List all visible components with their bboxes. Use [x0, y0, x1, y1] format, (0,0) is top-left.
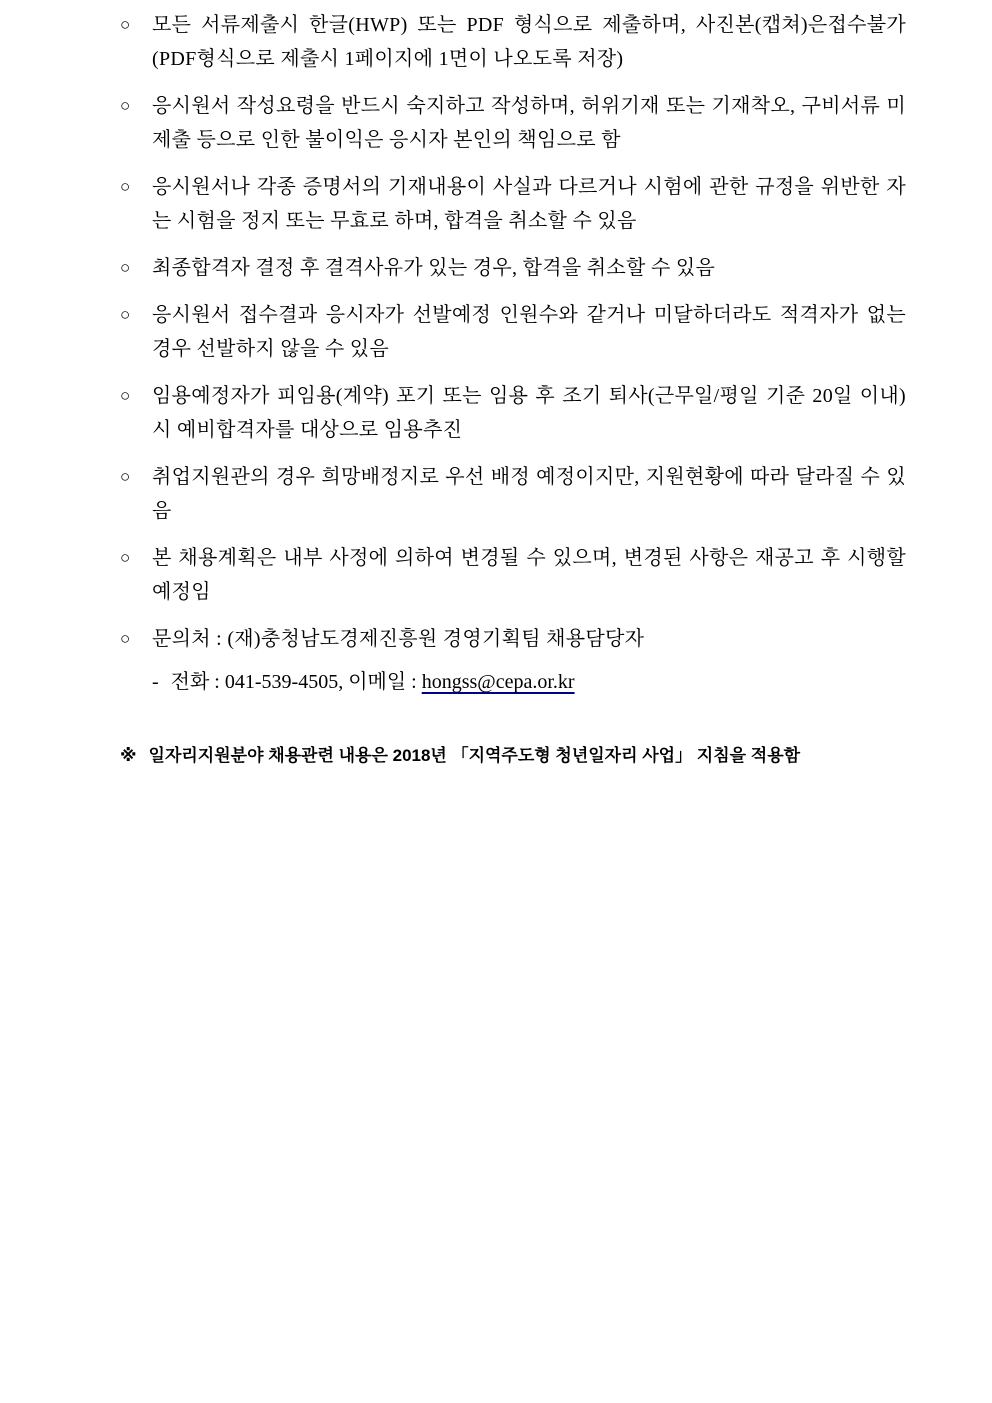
- list-item: [120, 460, 906, 528]
- bullet-text: 임용예정자가 피임용(계약) 포기 또는 임용 후 조기 퇴사(근무일/평일 기준 20일 이내)시 예비합격자를 대상으로 임용추진: [152, 385, 906, 441]
- list-item-contact: [120, 622, 906, 656]
- list-item: [120, 170, 906, 238]
- circle-bullet-marker: ○: [120, 305, 131, 324]
- dash-marker: -: [152, 671, 159, 693]
- circle-bullet-marker: ○: [120, 467, 131, 486]
- circle-bullet-marker: ○: [120, 96, 131, 115]
- circle-bullet-marker: ○: [120, 15, 131, 34]
- bullet-text-contact: 문의처 : (재)충청남도경제진흥원 경영기획팀 채용담당자: [152, 628, 645, 650]
- circle-bullet-marker: ○: [120, 258, 131, 277]
- footnote: [120, 743, 906, 769]
- list-item: [120, 541, 906, 609]
- circle-bullet-marker: ○: [120, 386, 131, 405]
- email-link[interactable]: hongss@cepa.or.kr: [421, 671, 575, 693]
- footnote-text: 일자리지원분야 채용관련 내용은 2018년 「지역주도형 청년일자리 사업」 지침을 적용함: [148, 746, 801, 765]
- list-item: [120, 89, 906, 157]
- bullet-text: 응시원서 접수결과 응시자가 선발예정 인원수와 같거나 미달하더라도 적격자가 없는 경우 선발하지 않을 수 있음: [152, 304, 906, 360]
- bullet-text: 응시원서 작성요령을 반드시 숙지하고 작성하며, 허위기재 또는 기재착오, 구비서류 미제출 등으로 인한 불이익은 응시자 본인의 책임으로 함: [152, 95, 906, 151]
- reference-mark: ※: [120, 746, 137, 765]
- bullet-text: 최종합격자 결정 후 결격사유가 있는 경우, 합격을 취소할 수 있음: [152, 257, 716, 279]
- bullet-list: [120, 8, 906, 699]
- bullet-text: 취업지원관의 경우 희망배정지로 우선 배정 예정이지만, 지원현황에 따라 달라질 수 있음: [152, 466, 906, 522]
- list-item: [120, 8, 906, 76]
- list-item: [120, 298, 906, 366]
- circle-bullet-marker: ○: [120, 629, 131, 648]
- list-item: [120, 379, 906, 447]
- list-item: [120, 251, 906, 285]
- bullet-text: 응시원서나 각종 증명서의 기재내용이 사실과 다르거나 시험에 관한 규정을 위반한 자는 시험을 정지 또는 무효로 하며, 합격을 취소할 수 있음: [152, 176, 906, 232]
- bullet-text: 모든 서류제출시 한글(HWP) 또는 PDF 형식으로 제출하며, 사진본(캡쳐)은접수불가(PDF형식으로 제출시 1페이지에 1면이 나오도록 저장): [152, 14, 906, 70]
- contact-phone-text: 전화 : 041-539-4505, 이메일 :: [170, 671, 422, 693]
- bullet-text: 본 채용계획은 내부 사정에 의하여 변경될 수 있으며, 변경된 사항은 재공고 후 시행할 예정임: [152, 547, 906, 603]
- contact-detail-line: [120, 665, 906, 699]
- circle-bullet-marker: ○: [120, 177, 131, 196]
- circle-bullet-marker: ○: [120, 548, 131, 567]
